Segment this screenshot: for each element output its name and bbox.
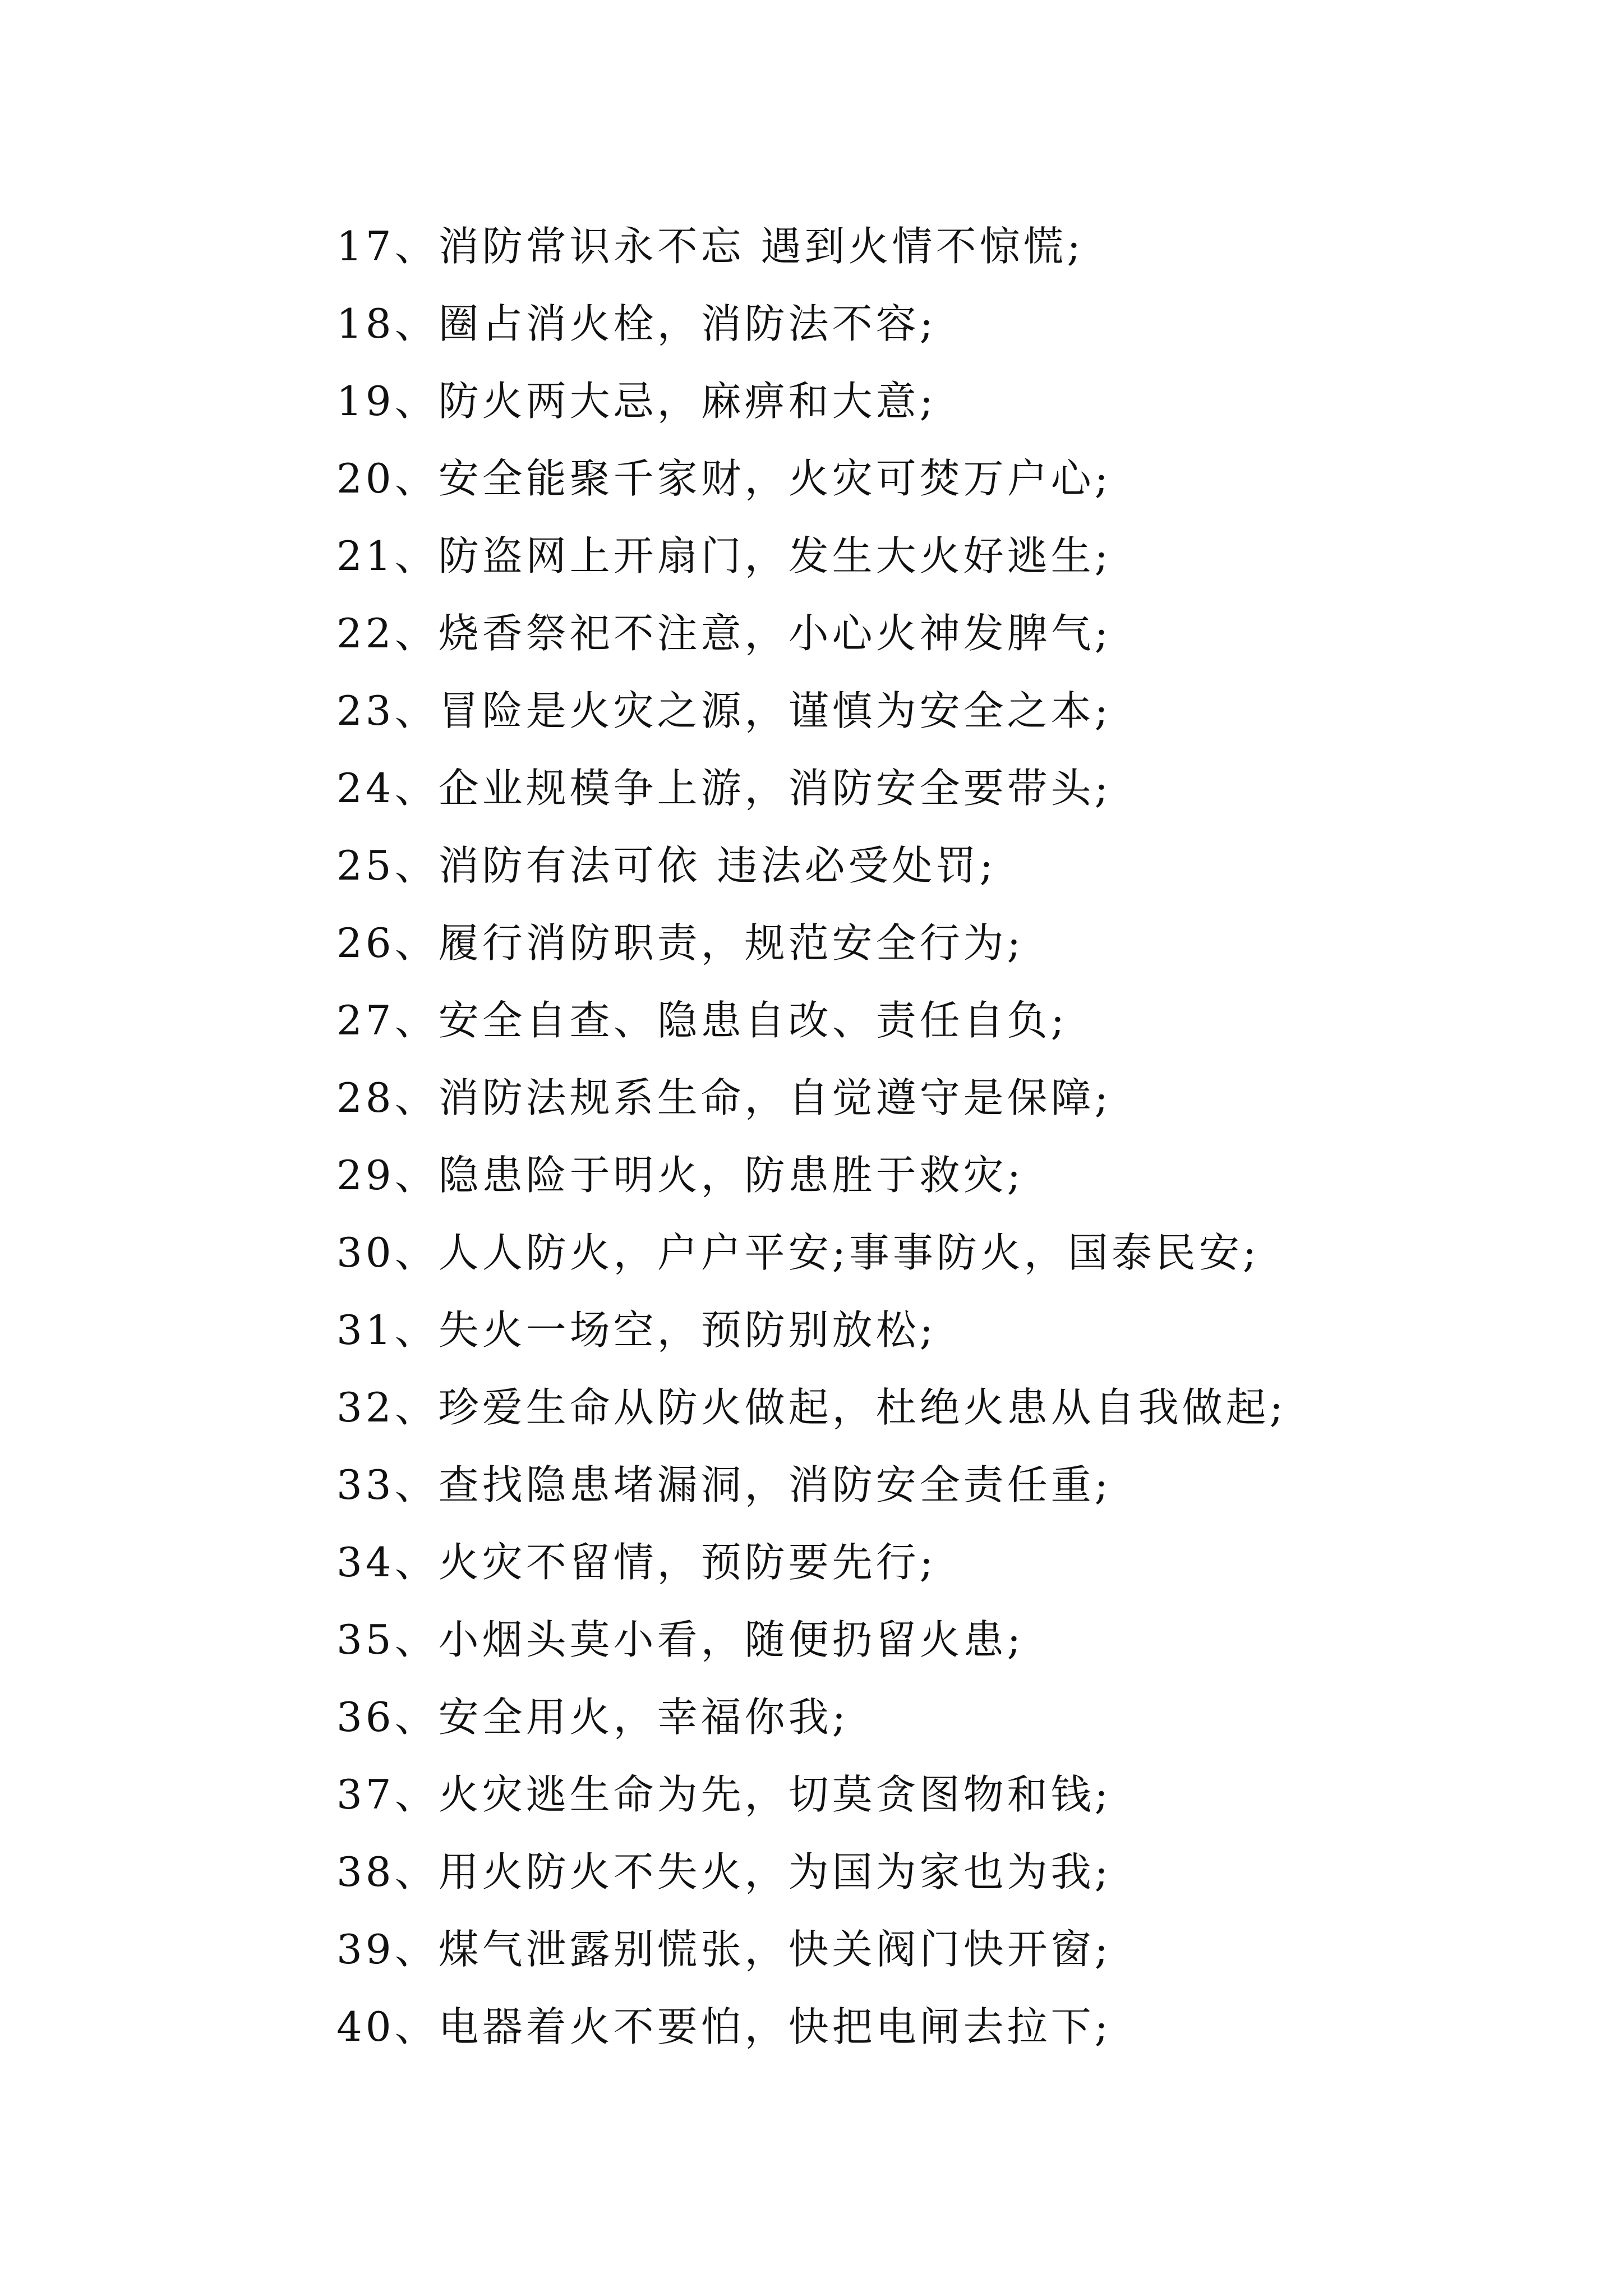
item-number: 25、 [336,842,439,889]
item-number: 32、 [336,1384,439,1431]
list-item [336,1678,1570,1756]
list-item [336,1137,1570,1214]
item-number: 33、 [336,1461,439,1508]
item-number: 23、 [336,687,439,734]
item-text: 消防有法可依 违法必受处罚; [438,842,997,889]
item-number: 28、 [336,1074,439,1121]
list-item [336,1446,1570,1524]
list-item [336,517,1570,595]
list-item [336,1369,1570,1446]
item-number: 22、 [336,610,439,657]
item-text: 冒险是火灾之源，谨慎为安全之本; [438,687,1112,734]
item-text: 珍爱生命从防火做起，杜绝火患从自我做起; [438,1384,1287,1431]
item-number: 39、 [336,1926,439,1973]
item-text: 失火一场空，预防别放松; [438,1306,937,1354]
item-number: 40、 [336,2003,439,2050]
list-item [336,1601,1570,1678]
item-text: 电器着火不要怕，快把电闸去拉下; [438,2003,1112,2050]
list-item [336,982,1570,1059]
list-item [336,1291,1570,1369]
item-number: 30、 [336,1229,439,1276]
item-text: 消防常识永不忘 遇到火情不惊慌; [438,223,1084,270]
item-text: 企业规模争上游，消防安全要带头; [438,765,1112,812]
list-item [336,1059,1570,1137]
list-item [336,749,1570,827]
item-text: 履行消防职责，规范安全行为; [438,919,1024,967]
item-text: 火灾逃生命为先，切莫贪图物和钱; [438,1771,1112,1818]
item-text: 用火防火不失火，为国为家也为我; [438,1848,1112,1895]
item-text: 小烟头莫小看，随便扔留火患; [438,1616,1024,1663]
item-text: 隐患险于明火，防患胜于救灾; [438,1152,1024,1199]
item-number: 27、 [336,997,439,1044]
list-item [336,440,1570,517]
item-text: 煤气泄露别慌张，快关阀门快开窗; [438,1926,1112,1973]
item-text: 消防法规系生命，自觉遵守是保障; [438,1074,1112,1121]
item-text: 安全用火，幸福你我; [438,1694,849,1741]
item-text: 防火两大忌，麻痹和大意; [438,378,937,425]
list-item [336,1214,1570,1291]
list-item [336,904,1570,982]
item-number: 34、 [336,1539,439,1586]
item-text: 人人防火，户户平安;事事防火，国泰民安; [438,1229,1260,1276]
item-number: 18、 [336,300,439,347]
item-number: 38、 [336,1848,439,1895]
item-number: 35、 [336,1616,439,1663]
item-number: 31、 [336,1306,439,1354]
list-item [336,1911,1570,1988]
item-number: 37、 [336,1771,439,1818]
list-item [336,1756,1570,1833]
item-number: 21、 [336,532,439,579]
item-number: 19、 [336,378,439,425]
list-item [336,362,1570,440]
list-item [336,285,1570,362]
slogan-list [336,208,1570,2065]
item-text: 查找隐患堵漏洞，消防安全责任重; [438,1461,1112,1508]
item-number: 36、 [336,1694,439,1741]
item-text: 安全能聚千家财，火灾可焚万户心; [438,455,1112,502]
item-number: 20、 [336,455,439,502]
item-number: 29、 [336,1152,439,1199]
item-text: 火灾不留情，预防要先行; [438,1539,937,1586]
list-item [336,1833,1570,1911]
list-item [336,595,1570,672]
list-item [336,1524,1570,1601]
list-item [336,208,1570,285]
item-number: 26、 [336,919,439,967]
item-text: 圈占消火栓，消防法不容; [438,300,937,347]
list-item [336,827,1570,904]
item-number: 17、 [336,223,439,270]
item-text: 安全自查、隐患自改、责任自负; [438,997,1068,1044]
list-item [336,1988,1570,2065]
item-number: 24、 [336,765,439,812]
list-item [336,672,1570,749]
item-text: 防盗网上开扇门，发生大火好逃生; [438,532,1112,579]
item-text: 烧香祭祀不注意，小心火神发脾气; [438,610,1112,657]
